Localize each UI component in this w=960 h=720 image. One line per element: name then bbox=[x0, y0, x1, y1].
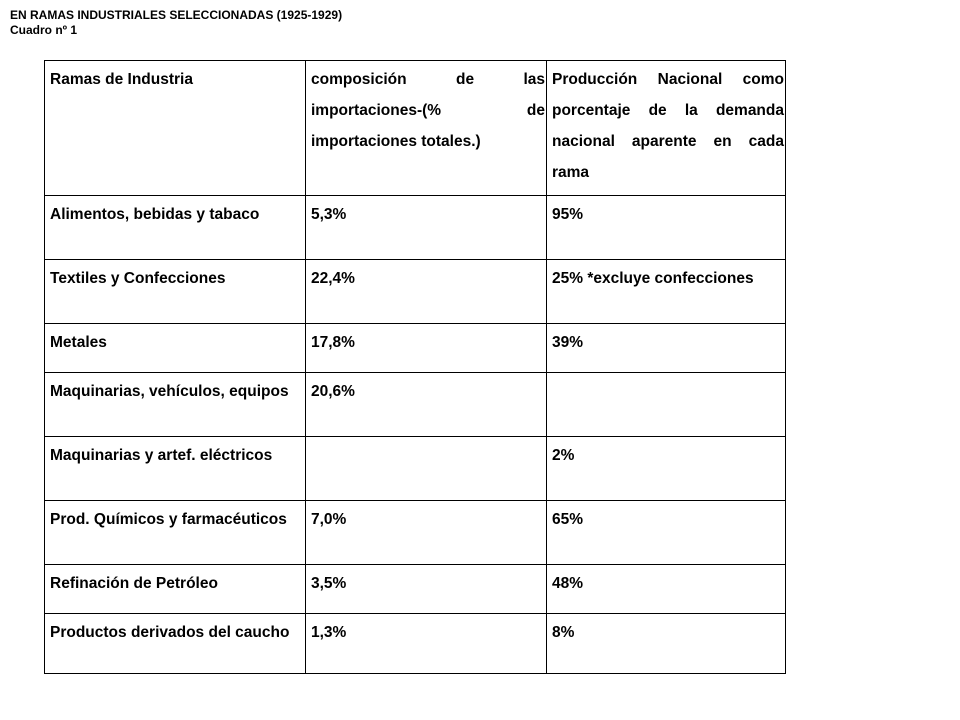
industry-cell: Productos derivados del caucho bbox=[45, 614, 306, 674]
document-subtitle: Cuadro nº 1 bbox=[10, 23, 78, 37]
industry-cell: Textiles y Confecciones bbox=[45, 260, 306, 324]
imports-cell: 22,4% bbox=[306, 260, 547, 324]
industry-table bbox=[44, 60, 786, 674]
table-row bbox=[45, 373, 786, 437]
imports-cell: 20,6% bbox=[306, 373, 547, 437]
imports-cell: 1,3% bbox=[306, 614, 547, 674]
industry-cell: Refinación de Petróleo bbox=[45, 565, 306, 614]
production-cell: 2% bbox=[547, 437, 786, 501]
industry-cell: Maquinarias, vehículos, equipos bbox=[45, 373, 306, 437]
table-row bbox=[45, 501, 786, 565]
table-row bbox=[45, 324, 786, 373]
document-title: EN RAMAS INDUSTRIALES SELECCIONADAS (1925-1929) bbox=[10, 8, 343, 22]
imports-cell: 7,0% bbox=[306, 501, 547, 565]
industry-cell: Maquinarias y artef. eléctricos bbox=[45, 437, 306, 501]
column-header-production: Producción Nacional como porcentaje de la demanda nacional aparente en cada rama bbox=[547, 61, 786, 196]
production-cell bbox=[547, 373, 786, 437]
production-cell: 65% bbox=[547, 501, 786, 565]
table-row bbox=[45, 437, 786, 501]
table-row bbox=[45, 565, 786, 614]
industry-cell: Alimentos, bebidas y tabaco bbox=[45, 196, 306, 260]
production-cell: 25% *excluye confecciones bbox=[547, 260, 786, 324]
industry-cell: Prod. Químicos y farmacéuticos bbox=[45, 501, 306, 565]
column-header-imports: composición de las importaciones-(% de importaciones totales.) bbox=[306, 61, 547, 196]
imports-cell: 17,8% bbox=[306, 324, 547, 373]
imports-cell: 5,3% bbox=[306, 196, 547, 260]
table-row bbox=[45, 260, 786, 324]
table-header-row bbox=[45, 61, 786, 196]
production-cell: 95% bbox=[547, 196, 786, 260]
column-header-industry: Ramas de Industria bbox=[45, 61, 306, 196]
imports-cell bbox=[306, 437, 547, 501]
table-row bbox=[45, 614, 786, 674]
document-heading bbox=[10, 8, 342, 38]
production-cell: 39% bbox=[547, 324, 786, 373]
production-cell: 8% bbox=[547, 614, 786, 674]
imports-cell: 3,5% bbox=[306, 565, 547, 614]
industry-cell: Metales bbox=[45, 324, 306, 373]
table-row bbox=[45, 196, 786, 260]
production-cell: 48% bbox=[547, 565, 786, 614]
